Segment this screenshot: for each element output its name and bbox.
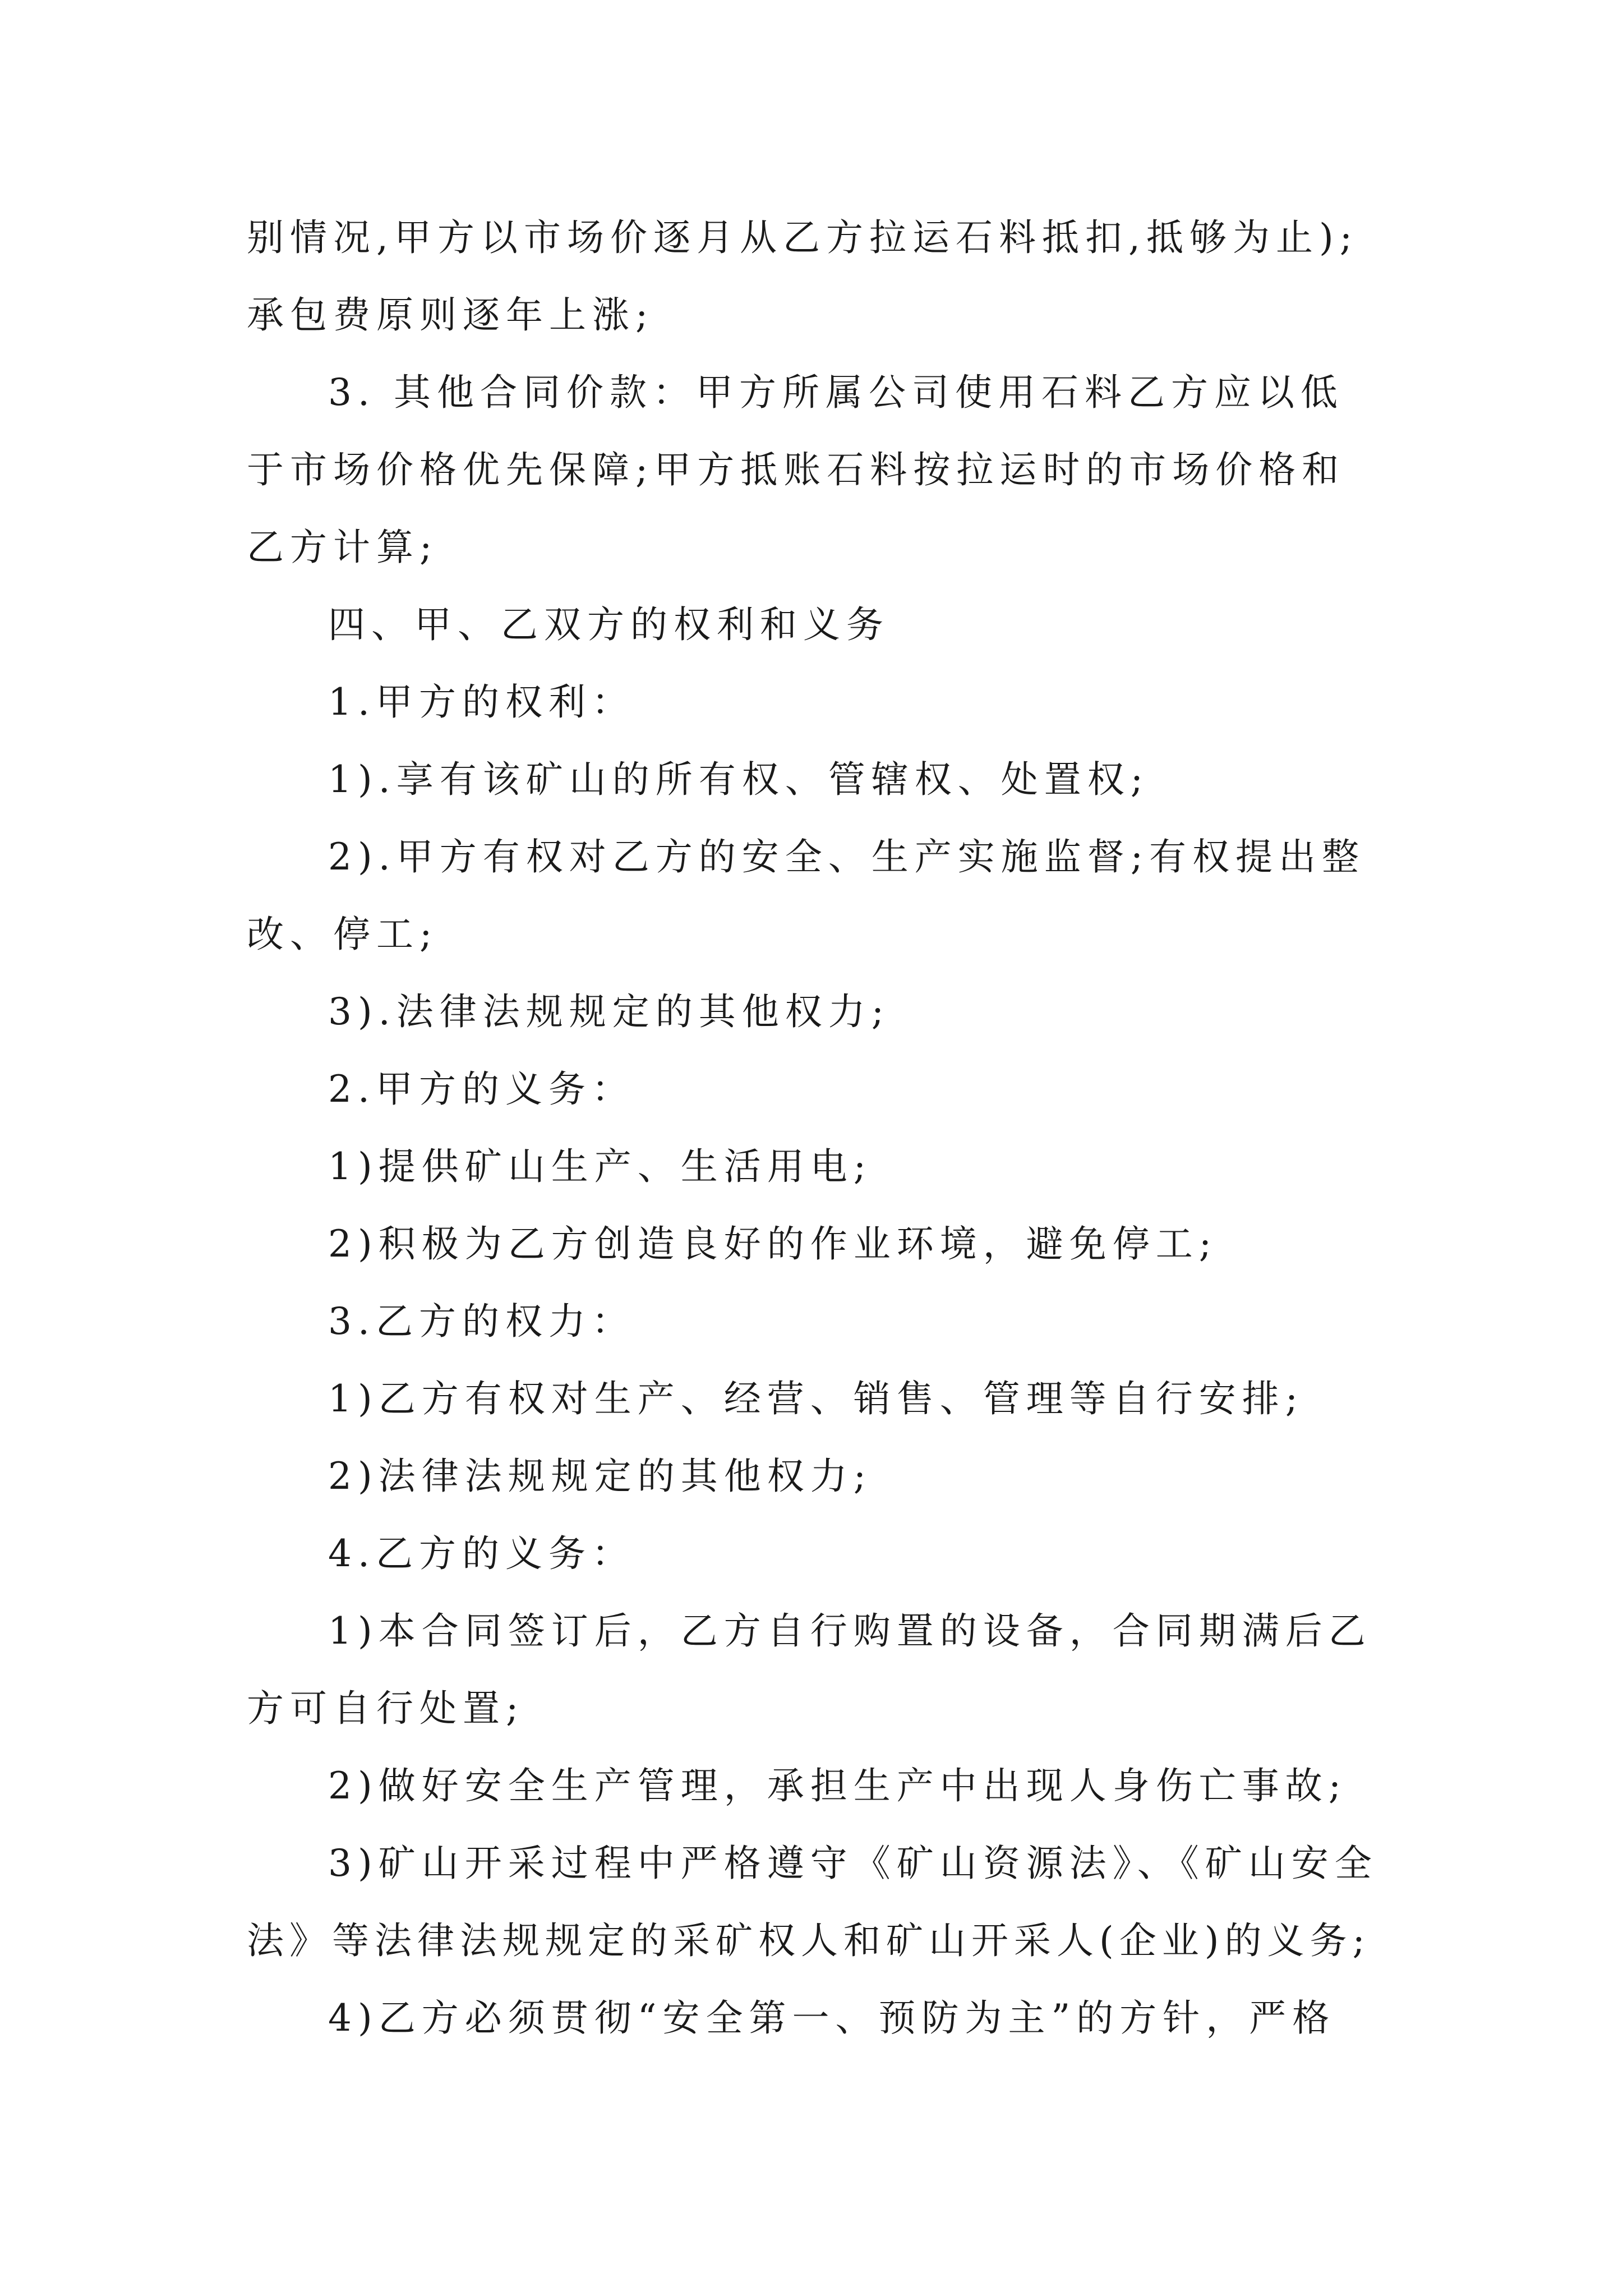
text-line: 法》等法律法规规定的采矿权人和矿山开采人(企业)的义务; [247, 1919, 1371, 1962]
list-item: 3).法律法规规定的其他权力; [328, 990, 890, 1033]
list-item: 1)乙方有权对生产、经营、销售、管理等自行安排; [328, 1377, 1304, 1420]
text-line: 改、停工; [247, 913, 439, 956]
subsection-heading: 2.甲方的义务： [328, 1068, 635, 1111]
list-item: 1)提供矿山生产、生活用电; [328, 1145, 872, 1188]
list-item: 4)乙方必须贯彻“安全第一、预防为主”的方针，严格 [328, 1996, 1336, 2040]
text-line: 承包费原则逐年上涨; [247, 293, 654, 337]
text-line: 乙方计算; [247, 526, 439, 569]
list-item: 2)做好安全生产管理，承担生产中出现人身伤亡事故; [328, 1764, 1347, 1807]
text-line: 于市场价格优先保障;甲方抵账石料按拉运时的市场价格和 [247, 448, 1345, 491]
section-heading: 四、甲、乙双方的权利和义务 [328, 603, 889, 646]
text-line: 方可自行处置; [247, 1687, 525, 1730]
text-line: 3. 其他合同价款：甲方所属公司使用石料乙方应以低 [328, 371, 1344, 414]
list-item: 3)矿山开采过程中严格遵守《矿山资源法》、《矿山安全 [328, 1842, 1378, 1885]
list-item: 1)本合同签订后，乙方自行购置的设备，合同期满后乙 [328, 1609, 1372, 1653]
list-item: 1).享有该矿山的所有权、管辖权、处置权; [328, 758, 1149, 801]
subsection-heading: 1.甲方的权利： [328, 680, 635, 724]
subsection-heading: 4.乙方的义务： [328, 1532, 635, 1575]
list-item: 2)积极为乙方创造良好的作业环境，避免停工; [328, 1222, 1218, 1266]
subsection-heading: 3.乙方的权力： [328, 1300, 635, 1343]
text-line: 别情况,甲方以市场价逐月从乙方拉运石料抵扣,抵够为止); [247, 216, 1358, 259]
list-item: 2)法律法规规定的其他权力; [328, 1455, 872, 1498]
document-body [247, 199, 1380, 2057]
list-item: 2).甲方有权对乙方的安全、生产实施监督;有权提出整 [328, 835, 1365, 878]
